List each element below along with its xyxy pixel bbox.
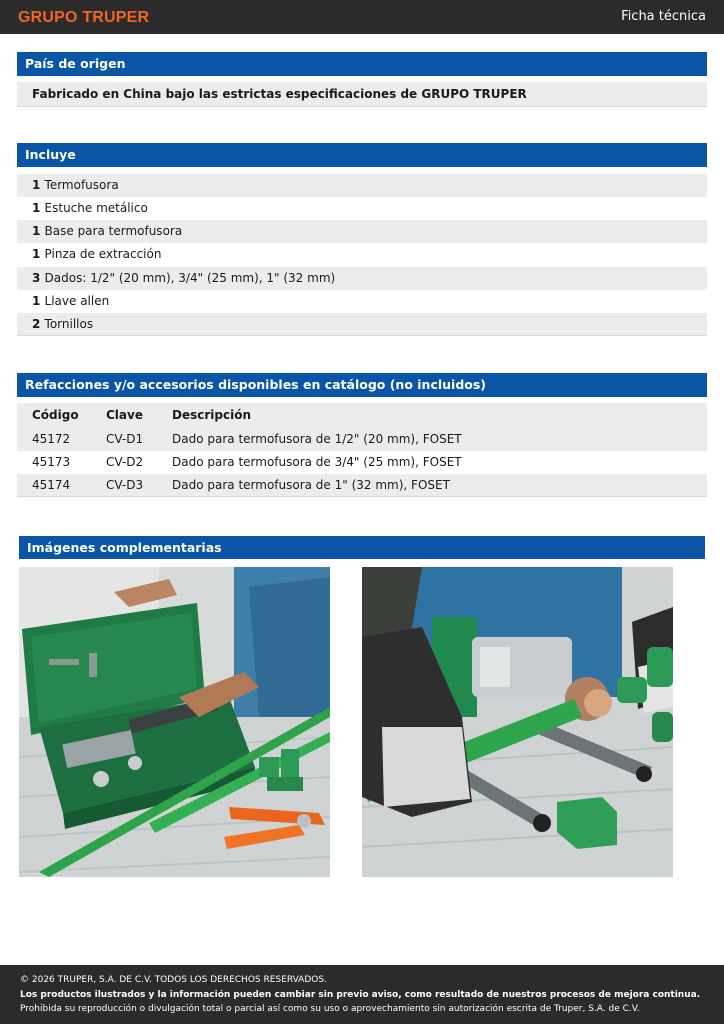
accessories-section-title: Refacciones y/o accesorios disponibles en catálogo (no incluidos) (17, 373, 707, 397)
list-item (17, 197, 707, 220)
cell-key: CV-D1 (106, 432, 144, 446)
item-label: Llave allen (44, 294, 110, 308)
table-header-row (17, 403, 707, 429)
cell-description: Dado para termofusora de 1/2" (20 mm), FOSET (172, 432, 462, 446)
document-type: Ficha técnica (621, 9, 706, 24)
list-item (17, 243, 707, 266)
column-header-code: Código (32, 408, 79, 422)
footer (0, 965, 724, 1024)
footer-legal: Prohibida su reproducción o divulgación total o parcial así como su uso o aprovechamiento sin autorización escrita de Truper, S.A. de C.V. (20, 1004, 640, 1014)
cell-code: 45173 (32, 455, 71, 469)
top-bar (0, 0, 724, 34)
list-item (17, 174, 707, 197)
cell-key: CV-D2 (106, 455, 144, 469)
brand-logo: GRUPO TRUPER (18, 9, 150, 26)
images-section-title: Imágenes complementarias (19, 536, 705, 559)
item-quantity: 1 (32, 294, 45, 308)
cell-description: Dado para termofusora de 1" (32 mm), FOSET (172, 478, 450, 492)
product-photo-case (19, 567, 330, 877)
origin-section-title: País de origen (17, 52, 707, 76)
item-label: Estuche metálico (44, 201, 148, 215)
column-header-description: Descripción (172, 408, 251, 422)
item-label: Base para termofusora (44, 224, 183, 238)
table-row (17, 474, 707, 497)
item-quantity: 1 (32, 178, 45, 192)
footer-notice: Los productos ilustrados y la información pueden cambiar sin previo aviso, como resultado de nuestros procesos de mejora continua. (20, 990, 701, 1000)
product-photo-use (362, 567, 673, 877)
includes-section-title: Incluye (17, 143, 707, 167)
item-label: Termofusora (44, 178, 119, 192)
column-header-key: Clave (106, 408, 143, 422)
item-label: Pinza de extracción (44, 247, 162, 261)
list-item (17, 290, 707, 313)
list-item (17, 313, 707, 336)
cell-code: 45172 (32, 432, 71, 446)
item-quantity: 1 (32, 201, 45, 215)
item-label: Tornillos (44, 317, 94, 331)
cell-description: Dado para termofusora de 3/4" (25 mm), FOSET (172, 455, 462, 469)
origin-text: Fabricado en China bajo las estrictas especificaciones de GRUPO TRUPER (17, 82, 707, 107)
list-item (17, 220, 707, 243)
cell-code: 45174 (32, 478, 71, 492)
table-row (17, 428, 707, 451)
item-label: Dados: 1/2" (20 mm), 3/4" (25 mm), 1" (32 mm) (44, 271, 336, 285)
cell-key: CV-D3 (106, 478, 144, 492)
item-quantity: 1 (32, 224, 45, 238)
table-row (17, 451, 707, 474)
item-quantity: 1 (32, 247, 45, 261)
footer-copyright: © 2026 TRUPER, S.A. DE C.V. TODOS LOS DERECHOS RESERVADOS. (20, 975, 327, 985)
list-item (17, 267, 707, 290)
item-quantity: 3 (32, 271, 45, 285)
item-quantity: 2 (32, 317, 45, 331)
